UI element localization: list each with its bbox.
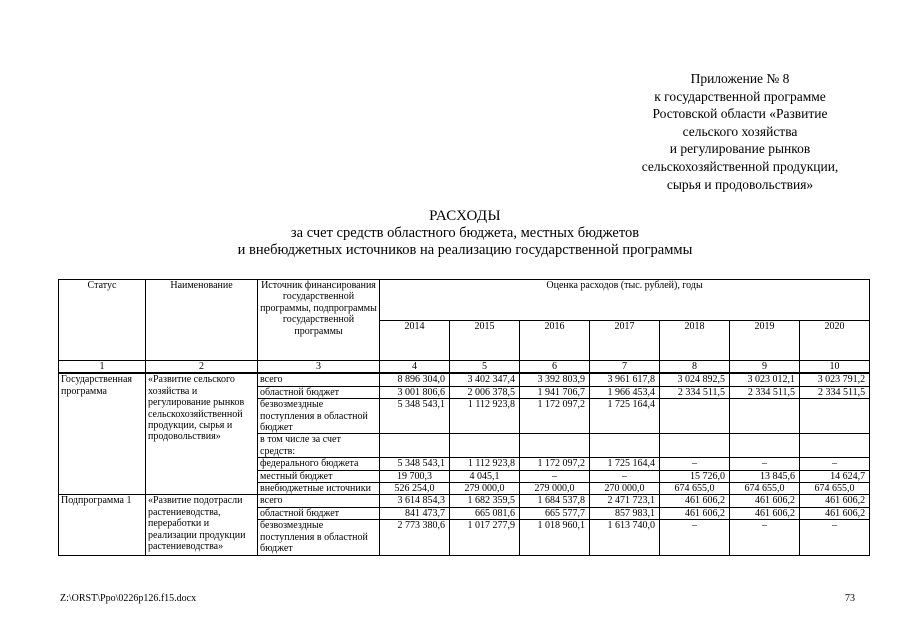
- value-cell: 461 606,2: [660, 495, 730, 507]
- value-cell: 1 172 097,2: [520, 399, 590, 434]
- value-cell: 461 606,2: [730, 507, 800, 519]
- value-cell: 1 112 923,8: [450, 399, 520, 434]
- value-cell: 1 017 277,9: [450, 520, 520, 555]
- value-cell: [450, 434, 520, 458]
- value-cell: 1 725 164,4: [590, 458, 660, 470]
- value-cell: 5 348 543,1: [380, 458, 450, 470]
- value-cell: 5 348 543,1: [380, 399, 450, 434]
- name-cell: «Развитие подотрасли растениеводства, переработки и реализации продукции растениеводства»: [146, 495, 258, 555]
- value-cell: 2 006 378,5: [450, 386, 520, 398]
- column-number: 6: [520, 361, 590, 374]
- value-cell: [730, 399, 800, 434]
- status-cell: Подпрограмма 1: [59, 495, 146, 555]
- appendix-line: и регулирование рынков: [669, 141, 811, 157]
- value-cell: 674 655,0: [800, 483, 870, 495]
- value-cell: 14 624,7: [800, 470, 870, 482]
- value-cell: 4 045,1: [450, 470, 520, 482]
- title-main: РАСХОДЫ: [429, 208, 501, 224]
- value-cell: –: [730, 458, 800, 470]
- column-number: 1: [59, 361, 146, 374]
- expenses-table: [58, 279, 870, 556]
- value-cell: 3 614 854,3: [380, 495, 450, 507]
- value-cell: 674 655,0: [730, 483, 800, 495]
- value-cell: [660, 434, 730, 458]
- source-cell: внебюджетные источники: [258, 483, 380, 495]
- source-cell: всего: [258, 495, 380, 507]
- value-cell: 19 700,3: [380, 470, 450, 482]
- footer-page-number: 73: [845, 593, 855, 604]
- value-cell: 1 941 706,7: [520, 386, 590, 398]
- source-cell: в том числе за счет средств:: [258, 434, 380, 458]
- footer-file-path: Z:\ORST\Ppo\0226p126.f15.docx: [60, 593, 197, 604]
- value-cell: 526 254,0: [380, 483, 450, 495]
- value-cell: 279 000,0: [450, 483, 520, 495]
- value-cell: [590, 434, 660, 458]
- value-cell: 3 023 791,2: [800, 373, 870, 386]
- table-row: [59, 495, 870, 507]
- header-year: 2020: [800, 320, 870, 361]
- value-cell: 13 845,6: [730, 470, 800, 482]
- source-cell: местный бюджет: [258, 470, 380, 482]
- column-number: 4: [380, 361, 450, 374]
- header-year: 2017: [590, 320, 660, 361]
- value-cell: –: [800, 520, 870, 555]
- value-cell: 1 112 923,8: [450, 458, 520, 470]
- appendix-line: сельскохозяйственной продукции,: [641, 158, 839, 174]
- value-cell: 857 983,1: [590, 507, 660, 519]
- column-number: 2: [146, 361, 258, 374]
- column-number: 5: [450, 361, 520, 374]
- value-cell: 3 024 892,5: [660, 373, 730, 386]
- value-cell: 3 392 803,9: [520, 373, 590, 386]
- value-cell: 1 966 453,4: [590, 386, 660, 398]
- source-cell: безвозмездные поступления в областной бюджет: [258, 520, 380, 555]
- header-year: 2019: [730, 320, 800, 361]
- value-cell: 1 684 537,8: [520, 495, 590, 507]
- name-cell: «Развитие сельского хозяйства и регулирование рынков сельскохозяйственной продукции, сырья и продовольствия»: [146, 373, 258, 495]
- source-cell: всего: [258, 373, 380, 386]
- appendix-line: Приложение № 8: [690, 71, 790, 86]
- value-cell: 674 655,0: [660, 483, 730, 495]
- column-number: 3: [258, 361, 380, 374]
- value-cell: 665 577,7: [520, 507, 590, 519]
- status-cell: Государственная программа: [59, 373, 146, 495]
- header-year: 2014: [380, 320, 450, 361]
- value-cell: 1 018 960,1: [520, 520, 590, 555]
- value-cell: [660, 399, 730, 434]
- value-cell: 665 081,6: [450, 507, 520, 519]
- header-year: 2018: [660, 320, 730, 361]
- title-line-3: и внебюджетных источников на реализацию государственной программы: [237, 242, 693, 258]
- value-cell: 1 613 740,0: [590, 520, 660, 555]
- value-cell: 841 473,7: [380, 507, 450, 519]
- header-source: Источник финансирования государственной программы, подпрограммы государственной программы: [258, 280, 380, 361]
- column-number: 7: [590, 361, 660, 374]
- value-cell: 461 606,2: [800, 507, 870, 519]
- source-cell: областной бюджет: [258, 386, 380, 398]
- header-status: Статус: [59, 280, 146, 361]
- value-cell: 3 001 806,6: [380, 386, 450, 398]
- appendix-line: сырья и продовольствия»: [666, 176, 814, 192]
- table-row: [59, 373, 870, 386]
- source-cell: безвозмездные поступления в областной бюджет: [258, 399, 380, 434]
- column-number: 9: [730, 361, 800, 374]
- appendix-line: сельского хозяйства: [682, 123, 798, 139]
- value-cell: –: [730, 520, 800, 555]
- value-cell: –: [660, 520, 730, 555]
- header-estimate: Оценка расходов (тыс. рублей), годы: [380, 280, 870, 321]
- value-cell: –: [520, 470, 590, 482]
- value-cell: 3 961 617,8: [590, 373, 660, 386]
- column-numbers-row: [59, 361, 870, 374]
- table-header-row: [59, 280, 870, 321]
- appendix-line: Ростовской области «Развитие: [652, 106, 828, 122]
- document-title: [0, 208, 905, 259]
- value-cell: 15 726,0: [660, 470, 730, 482]
- value-cell: 1 682 359,5: [450, 495, 520, 507]
- value-cell: 8 896 304,0: [380, 373, 450, 386]
- column-number: 8: [660, 361, 730, 374]
- title-line-2: за счет средств областного бюджета, местных бюджетов: [290, 225, 640, 241]
- value-cell: 2 334 511,5: [800, 386, 870, 398]
- value-cell: 3 402 347,4: [450, 373, 520, 386]
- value-cell: –: [590, 470, 660, 482]
- header-name: Наименование: [146, 280, 258, 361]
- value-cell: [730, 434, 800, 458]
- header-year: 2015: [450, 320, 520, 361]
- source-cell: федерального бюджета: [258, 458, 380, 470]
- value-cell: 270 000,0: [590, 483, 660, 495]
- value-cell: [800, 434, 870, 458]
- value-cell: 2 773 380,6: [380, 520, 450, 555]
- appendix-line: к государственной программе: [654, 88, 826, 104]
- value-cell: 461 606,2: [800, 495, 870, 507]
- value-cell: [380, 434, 450, 458]
- source-cell: областной бюджет: [258, 507, 380, 519]
- header-year: 2016: [520, 320, 590, 361]
- column-number: 10: [800, 361, 870, 374]
- value-cell: [800, 399, 870, 434]
- value-cell: 461 606,2: [660, 507, 730, 519]
- value-cell: 2 334 511,5: [730, 386, 800, 398]
- value-cell: 2 334 511,5: [660, 386, 730, 398]
- value-cell: 3 023 012,1: [730, 373, 800, 386]
- value-cell: –: [800, 458, 870, 470]
- value-cell: –: [660, 458, 730, 470]
- value-cell: 1 172 097,2: [520, 458, 590, 470]
- value-cell: [520, 434, 590, 458]
- appendix-header: [560, 70, 905, 193]
- value-cell: 2 471 723,1: [590, 495, 660, 507]
- value-cell: 1 725 164,4: [590, 399, 660, 434]
- value-cell: 461 606,2: [730, 495, 800, 507]
- value-cell: 279 000,0: [520, 483, 590, 495]
